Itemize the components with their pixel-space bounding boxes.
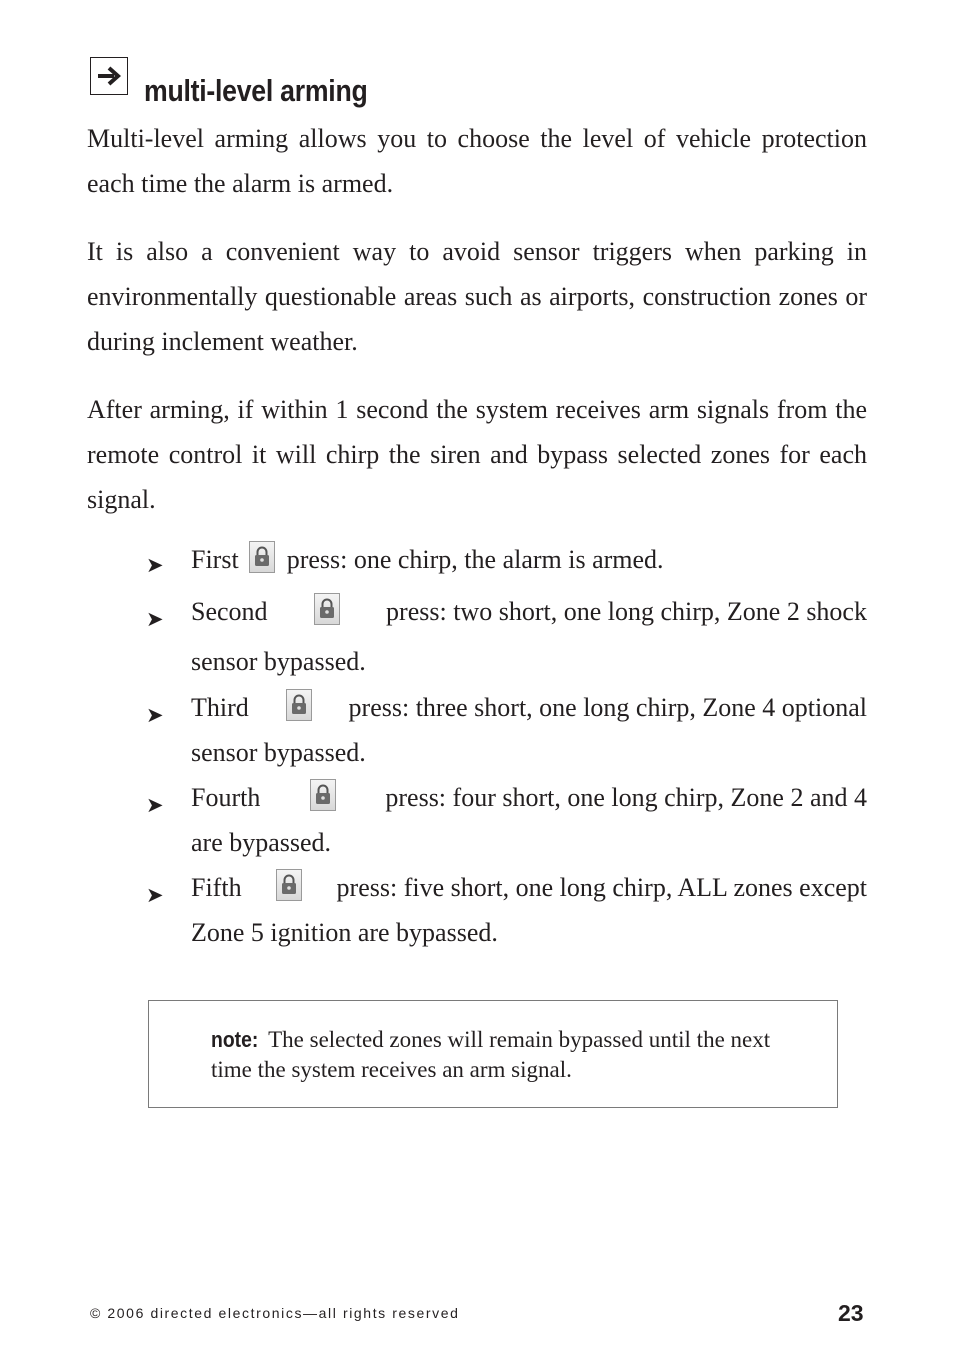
- press-ordinal: Fifth: [191, 873, 242, 902]
- press-description: press: two short, one long chirp, Zone 2 shock: [386, 597, 867, 626]
- paragraph-intro: Multi-level arming allows you to choose the level of vehicle protection each time the alarm is armed.: [87, 124, 867, 198]
- footer-copyright: © 2006 directed electronics—all rights reserved: [90, 1305, 460, 1321]
- lock-icon: [286, 689, 312, 721]
- press-description-continued: Zone 5 ignition are bypassed.: [191, 918, 498, 947]
- press-description: press: three short, one long chirp, Zone 4 optional: [348, 693, 867, 722]
- press-description-continued: sensor bypassed.: [191, 647, 366, 676]
- press-description-continued: are bypassed.: [191, 828, 332, 857]
- paragraph-after-arming: After arming, if within 1 second the system receives arm signals from the remote control it will chirp the siren and bypass selected zones for each signal.: [87, 395, 867, 514]
- paragraph-convenience: It is also a convenient way to avoid sensor triggers when parking in environmentally questionable areas such as airports, construction zones or during inclement weather.: [87, 237, 867, 356]
- bullet-arrow-icon: ➤: [146, 883, 164, 907]
- press-description: press: four short, one long chirp, Zone 2 and 4: [385, 783, 867, 812]
- bullet-arrow-icon: ➤: [146, 793, 164, 817]
- press-description: press: five short, one long chirp, ALL zones except: [336, 873, 867, 902]
- lock-icon: [314, 593, 340, 625]
- lock-icon: [310, 779, 336, 811]
- lock-icon: [276, 869, 302, 901]
- bullet-arrow-icon: ➤: [146, 553, 164, 577]
- press-ordinal: Third: [191, 693, 249, 722]
- bullet-arrow-icon: ➤: [146, 703, 164, 727]
- arrow-right-icon: [90, 57, 128, 95]
- press-ordinal: Second: [191, 597, 268, 626]
- press-description: press: one chirp, the alarm is armed.: [286, 545, 664, 574]
- note-label: note:: [211, 1027, 259, 1052]
- press-ordinal: Fourth: [191, 783, 261, 812]
- press-ordinal: First: [191, 545, 239, 574]
- note-text: The selected zones will remain bypassed until the next time the system receives an arm signal.: [211, 1027, 771, 1082]
- lock-icon: [249, 541, 275, 573]
- bullet-arrow-icon: ➤: [146, 607, 164, 631]
- section-title: multi-level arming: [144, 73, 368, 108]
- note-text-block: [211, 1025, 777, 1085]
- note-box: [148, 1000, 838, 1108]
- page-number: 23: [838, 1300, 864, 1326]
- press-description-continued: sensor bypassed.: [191, 738, 366, 767]
